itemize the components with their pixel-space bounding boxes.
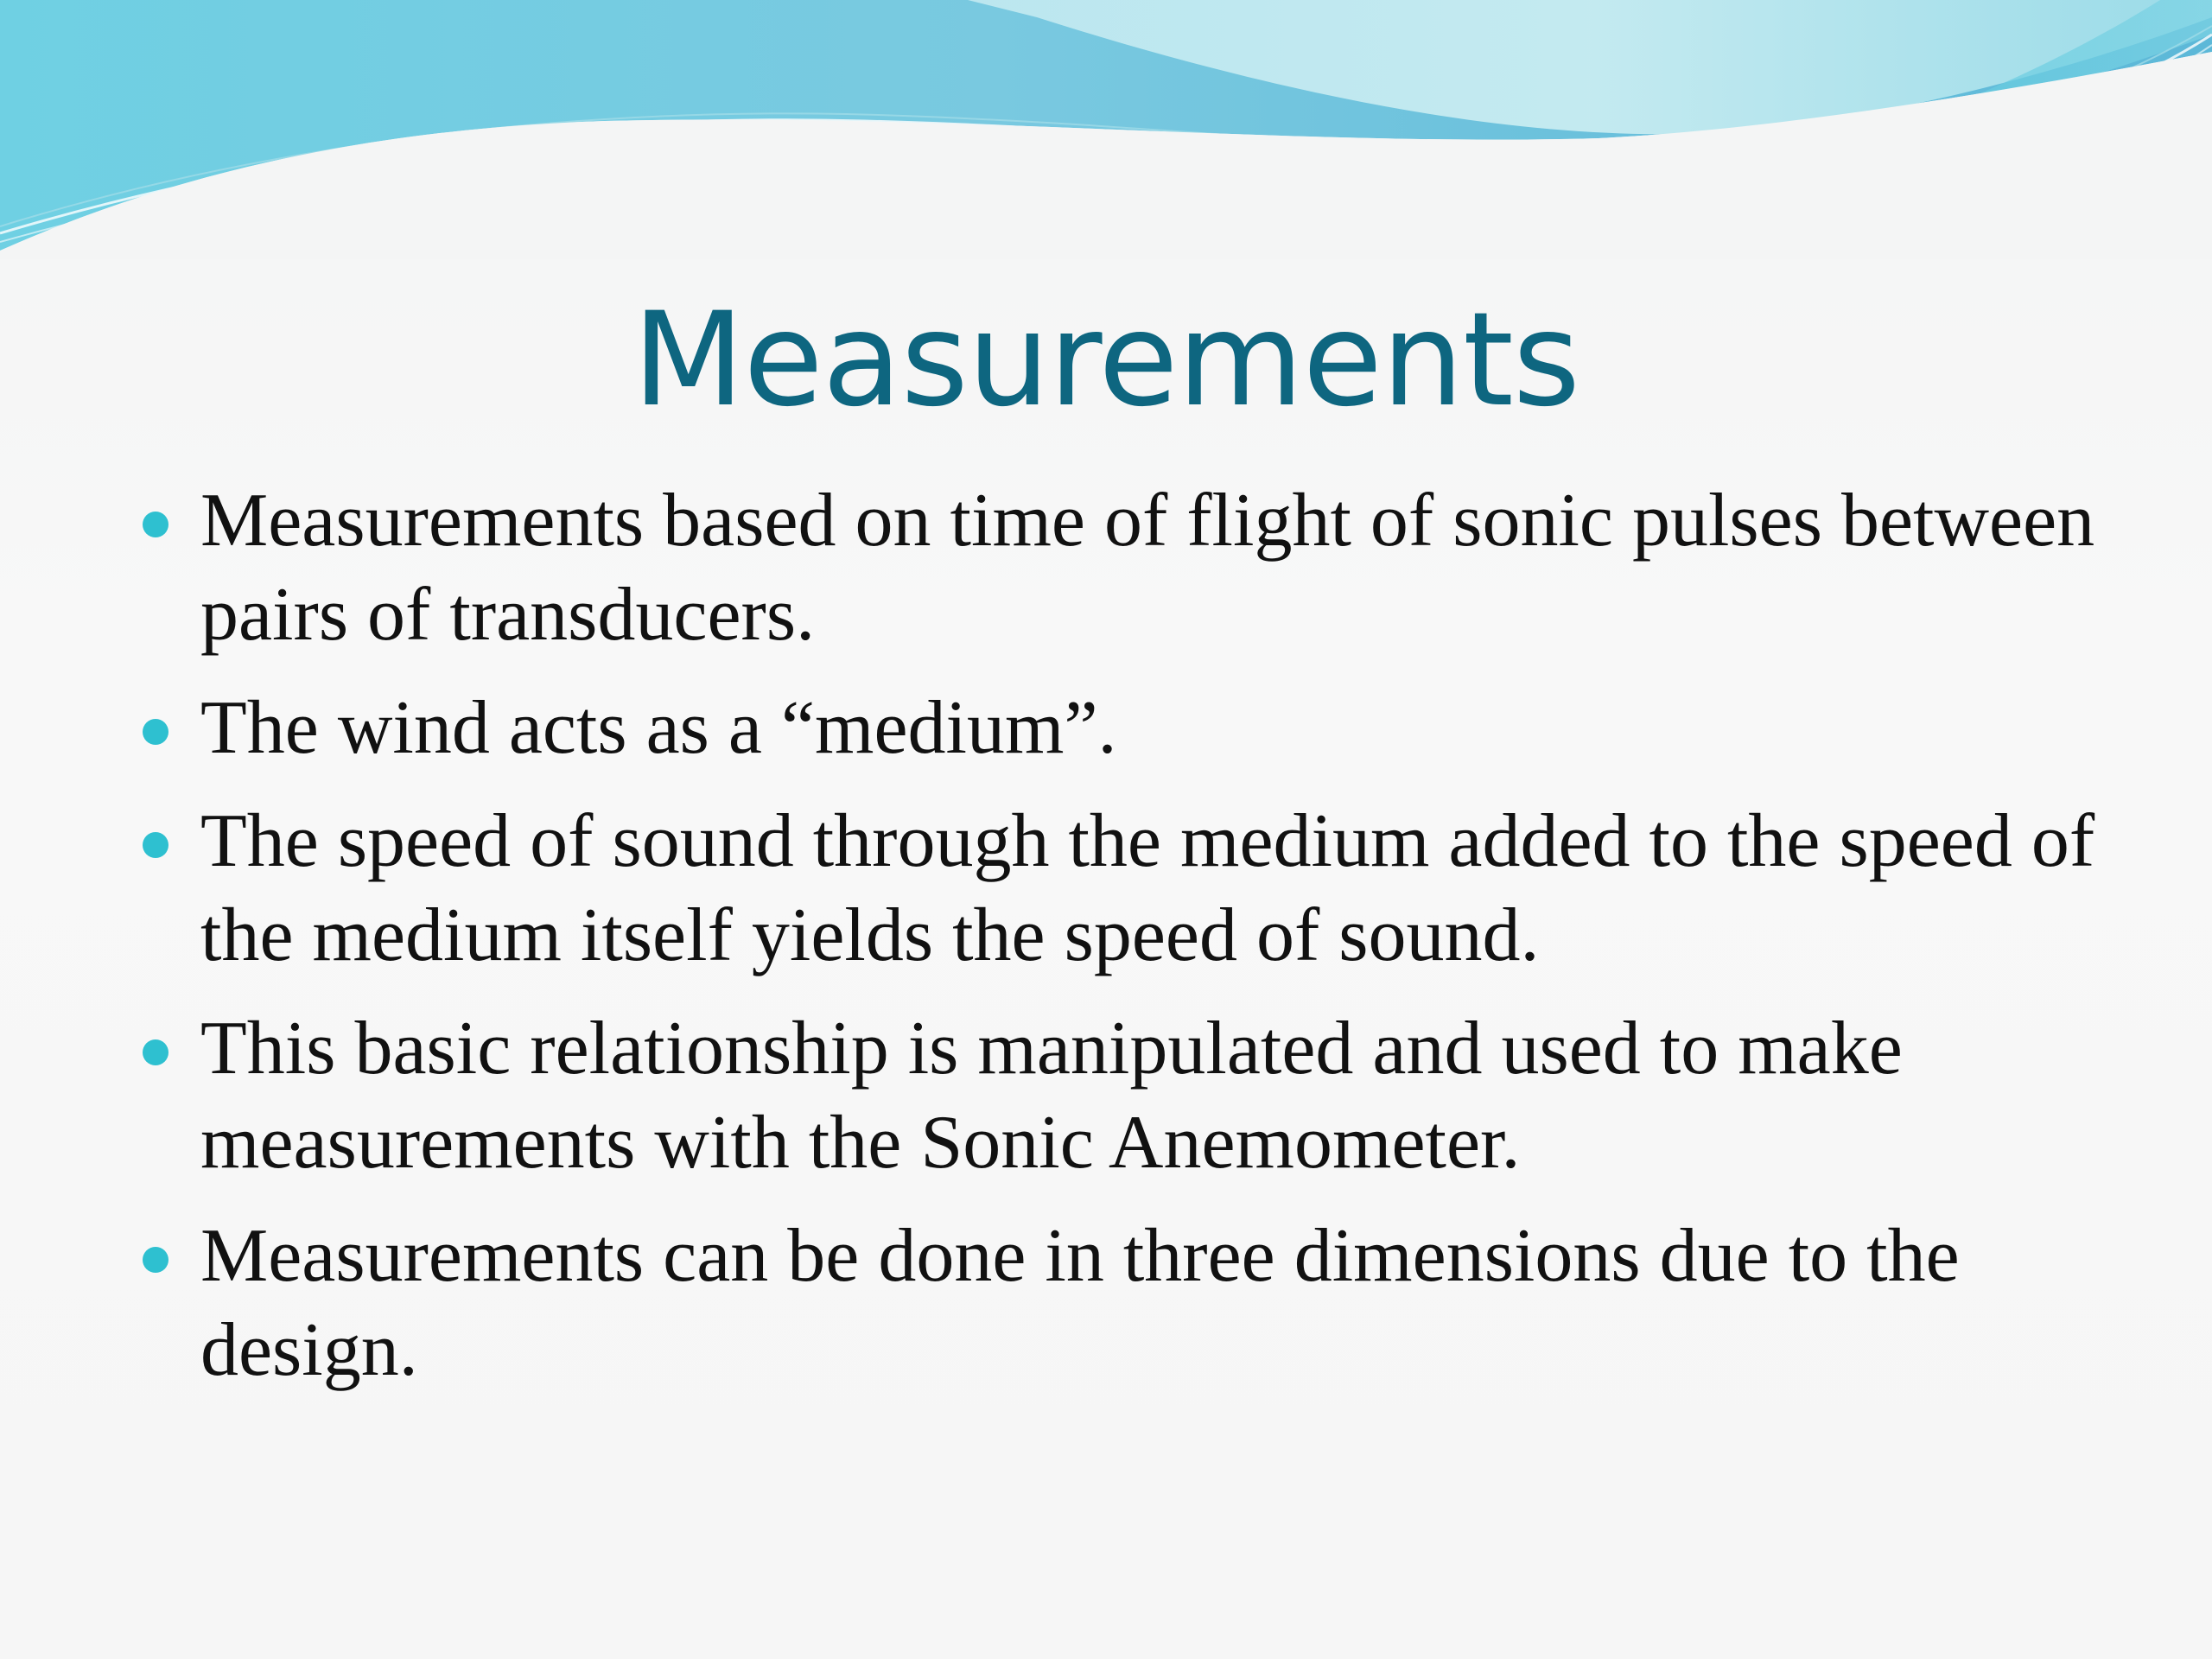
bullet-text: The speed of sound through the medium added to the speed of the medium itself yields the speed of sound. — [200, 799, 2095, 977]
list-item — [134, 681, 2104, 775]
list-item — [134, 794, 2104, 982]
slide-title: Measurements — [632, 285, 1580, 435]
list-item — [134, 1001, 2104, 1190]
bullet-marker-icon — [143, 719, 168, 745]
bullet-marker-icon — [143, 512, 168, 537]
bullet-list — [134, 474, 2104, 1416]
bullet-text: The wind acts as a “medium”. — [200, 686, 1117, 770]
bullet-text: Measurements based on time of flight of sonic pulses between pairs of transducers. — [200, 479, 2095, 657]
bullet-text: This basic relationship is manipulated and used to make measurements with the Sonic Anemometer. — [200, 1007, 1903, 1185]
wave-banner-icon — [0, 0, 2212, 259]
bullet-marker-icon — [143, 832, 168, 858]
bullet-text: Measurements can be done in three dimensions due to the design. — [200, 1214, 1960, 1392]
list-item — [134, 474, 2104, 662]
bullet-marker-icon — [143, 1039, 168, 1065]
bullet-marker-icon — [143, 1247, 168, 1273]
list-item — [134, 1209, 2104, 1397]
